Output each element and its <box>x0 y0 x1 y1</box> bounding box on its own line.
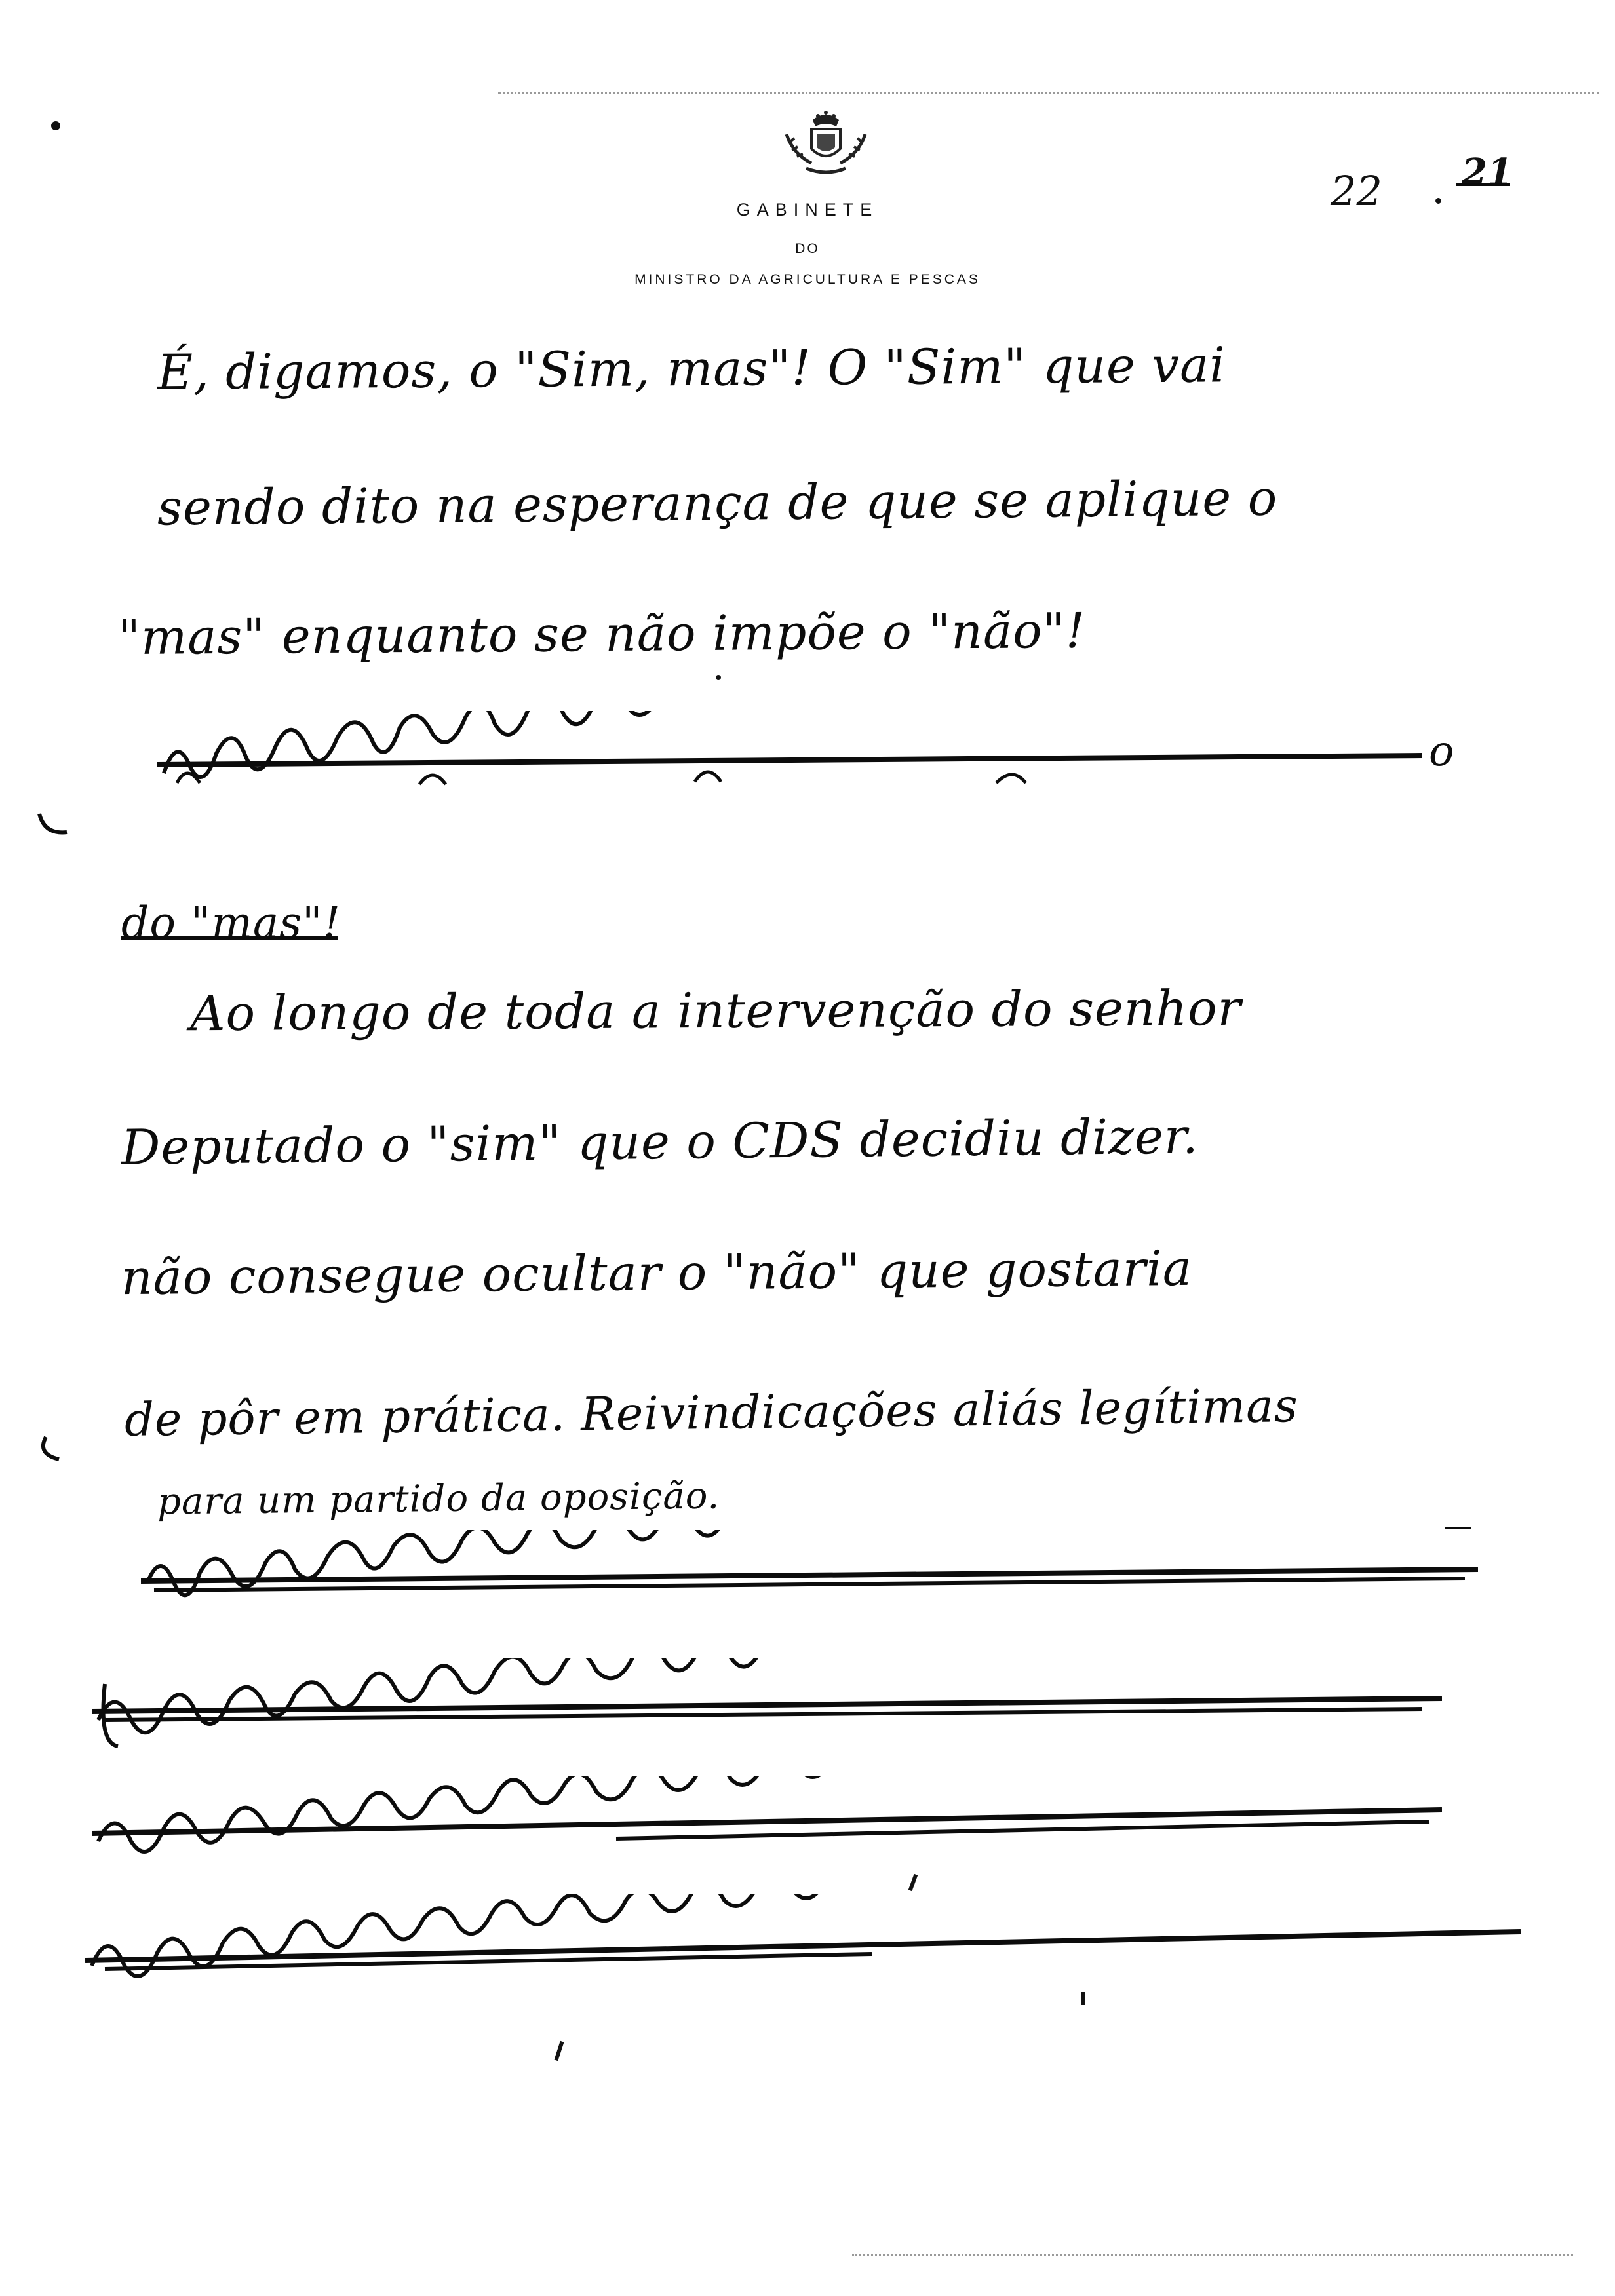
handwritten-line-5: Deputado o "sim" que o CDS decidiu dizer. <box>121 1108 1199 1176</box>
struck-out-scribble-3 <box>92 1658 1442 1756</box>
dot-mark <box>1435 198 1441 204</box>
handwritten-line-2: sendo dito na esperança de que se aplique o <box>157 470 1278 537</box>
letterhead-office: GABINETE <box>736 200 879 220</box>
struck-out-scribble-5 <box>85 1894 1527 1992</box>
dot-mark-2 <box>716 675 721 680</box>
scan-dots-bottom <box>852 2254 1573 2256</box>
letterhead-preposition: DO <box>795 241 820 256</box>
struck-out-word-o: o <box>1429 727 1455 776</box>
handwritten-line-1: É, digamos, o "Sim, mas"! O "Sim" que vai <box>157 337 1226 401</box>
struck-out-scribble-1 <box>157 711 1422 803</box>
coat-of-arms-emblem <box>780 108 872 180</box>
page-number-secondary: 21 <box>1462 151 1513 194</box>
hyphen-mark <box>1445 1527 1471 1529</box>
margin-bracket-mark-1 <box>33 806 72 845</box>
comma-mark-1 <box>908 1874 918 1891</box>
letterhead-ministry: MINISTRO DA AGRICULTURA E PESCAS <box>634 272 981 287</box>
handwritten-line-8: para um partido da oposição. <box>157 1474 720 1523</box>
strike-do-mas <box>121 936 338 940</box>
handwritten-line-3: "mas" enquanto se não impõe o "não"! <box>117 602 1086 666</box>
punch-dot <box>51 121 60 130</box>
struck-out-scribble-2 <box>141 1530 1478 1615</box>
tick-mark <box>1081 1992 1085 2005</box>
handwritten-line-6: não consegue ocultar o "não" que gostaria <box>121 1240 1193 1307</box>
margin-bracket-mark-2 <box>33 1432 72 1471</box>
page-number-primary: 22 <box>1331 167 1382 215</box>
handwritten-line-7: de pôr em prática. Reivindicações aliás legítimas <box>124 1379 1299 1447</box>
scan-dots-top <box>498 92 1599 94</box>
comma-mark-2 <box>555 2041 564 2061</box>
handwritten-line-4: Ao longo de toda a intervenção do senhor <box>189 980 1242 1043</box>
struck-out-do-mas: do "mas"! <box>121 898 341 948</box>
page-number-underline <box>1456 183 1510 186</box>
struck-out-scribble-4 <box>92 1776 1442 1867</box>
